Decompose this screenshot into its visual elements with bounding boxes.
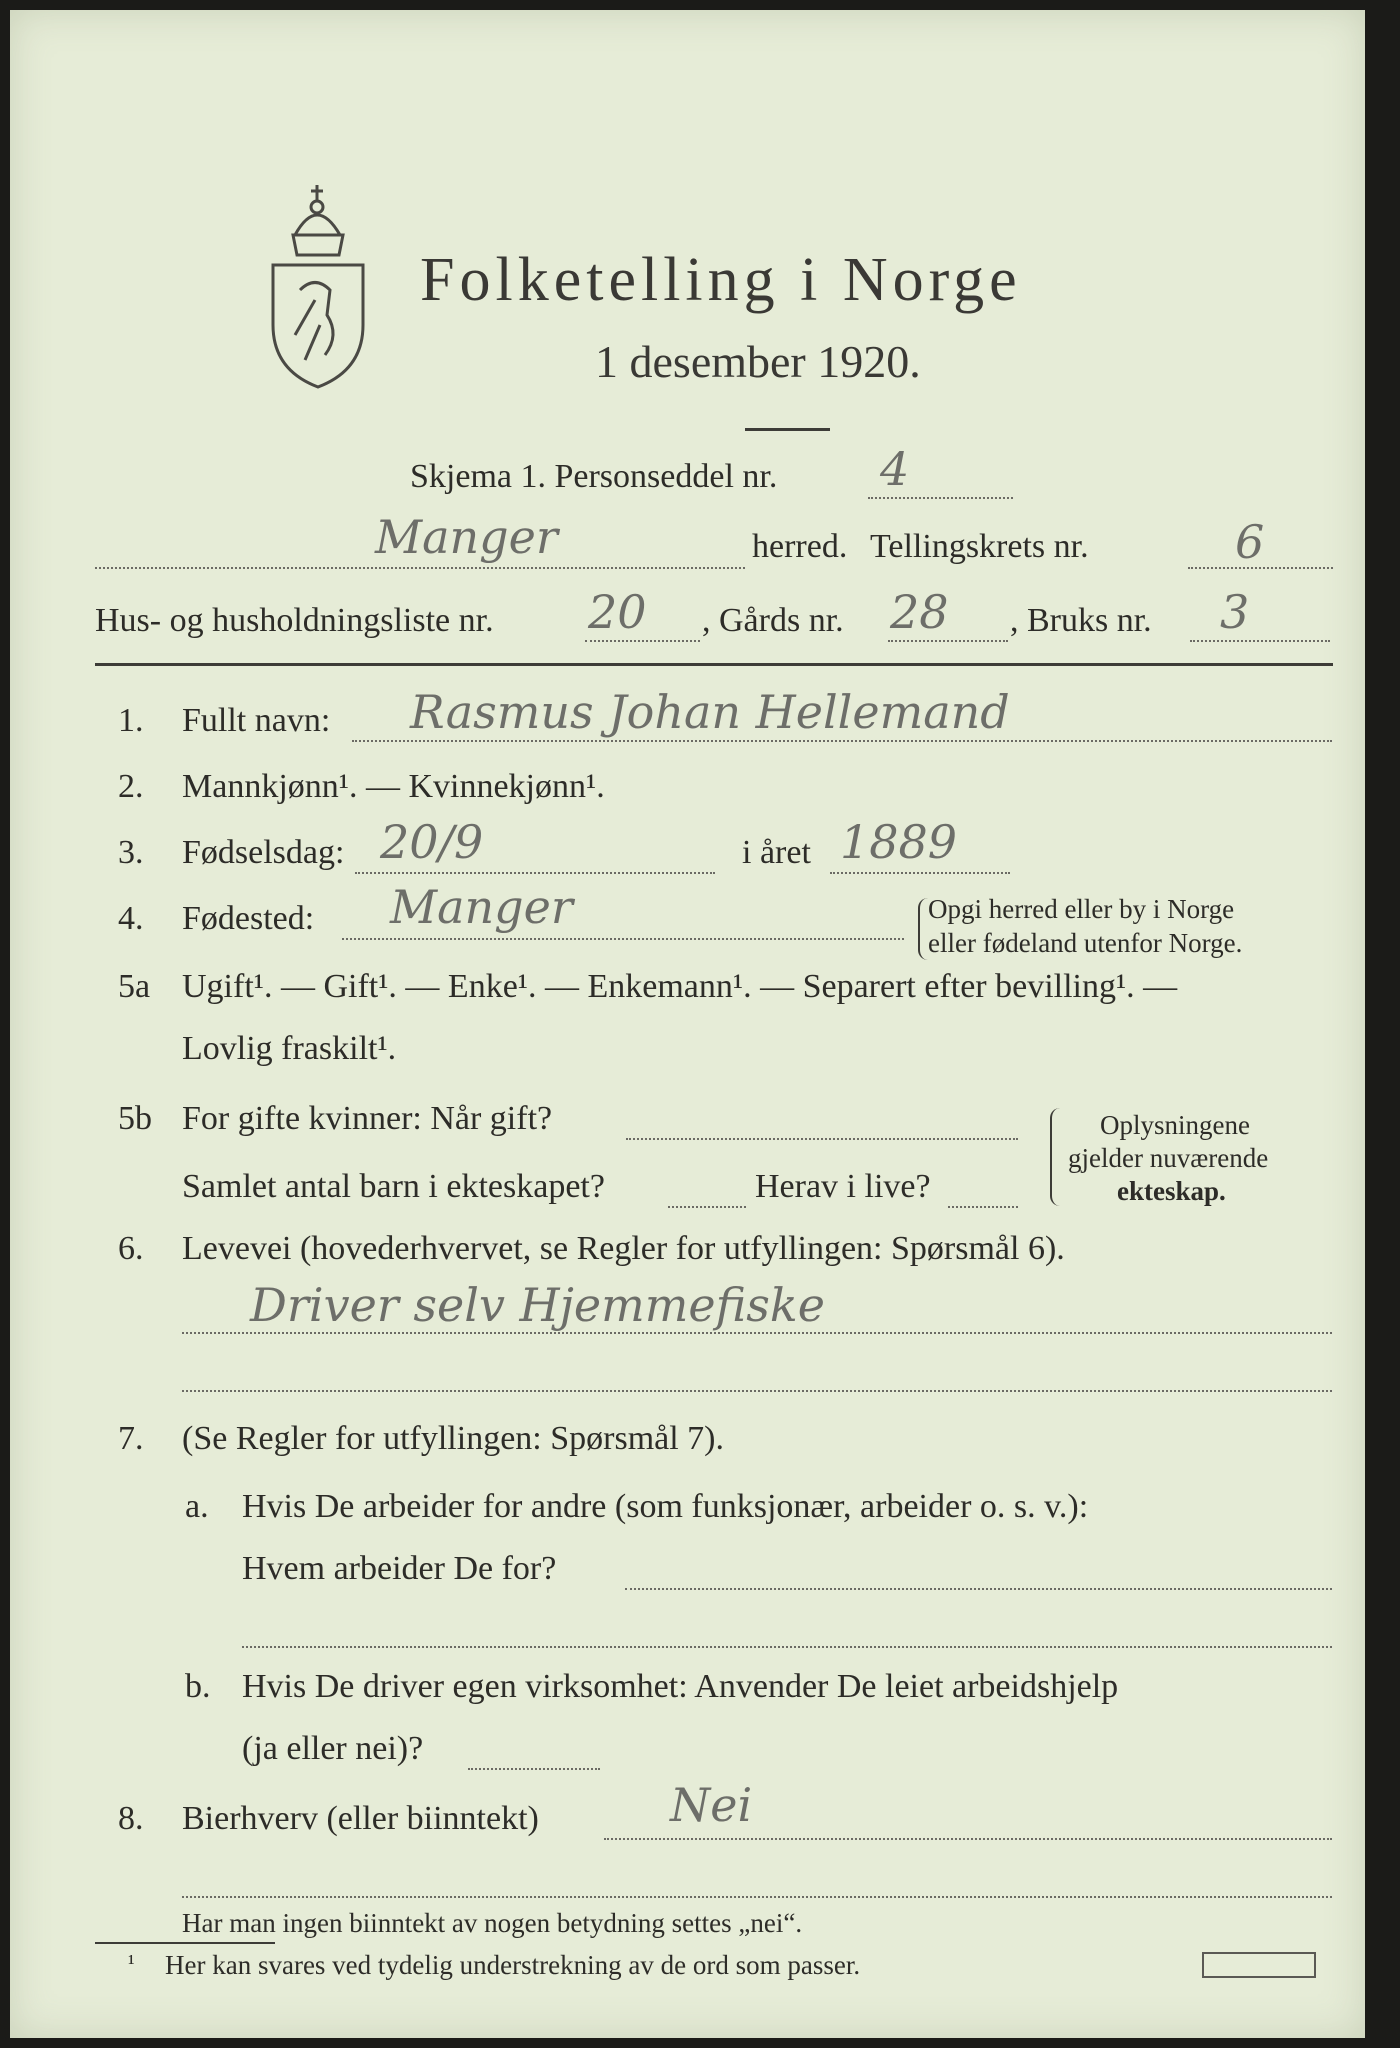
hired-help-label: (ja eller nei)? (242, 1730, 424, 1767)
gards-nr[interactable]: 28 (890, 585, 949, 639)
tellingskrets-label: Tellingskrets nr. (870, 528, 1089, 565)
occupation-label: Levevei (hovederhvervet, se Regler for utfyllingen: Spørsmål 6). (182, 1230, 1065, 1267)
field-7-label: (Se Regler for utfyllingen: Spørsmål 7). (182, 1420, 725, 1457)
personseddel-nr[interactable]: 4 (880, 442, 910, 496)
skjema-label: Skjema 1. Personseddel nr. (410, 458, 778, 495)
bruks-nr[interactable]: 3 (1220, 585, 1250, 639)
field-1-label: Fullt navn: (182, 702, 331, 739)
children-alive-line (948, 1206, 1018, 1208)
employer-label: Hvem arbeider De for? (242, 1550, 557, 1587)
field-1-number: 1. (118, 702, 144, 739)
gards-label: , Gårds nr. (702, 602, 844, 639)
children-total-line (668, 1206, 746, 1208)
footnote-mark: ¹ (128, 1950, 135, 1975)
herred-value[interactable]: Manger (375, 510, 558, 564)
field-7-number: 7. (118, 1420, 144, 1457)
field-3-label: Fødselsdag: (182, 834, 345, 871)
title-divider (745, 428, 830, 431)
full-name-line (352, 740, 1332, 742)
field-3-number: 3. (118, 834, 144, 871)
form-title: Folketelling i Norge (420, 246, 1022, 314)
field-5b-number: 5b (118, 1100, 152, 1137)
printer-stamp (1202, 1952, 1316, 1978)
herred-label: herred. (752, 528, 848, 565)
side-income-value[interactable]: Nei (670, 1778, 753, 1832)
census-form-page (10, 10, 1365, 2038)
birthday-value[interactable]: 20/9 (380, 815, 484, 869)
birth-year-line (830, 872, 1010, 874)
employer-line-2[interactable] (242, 1646, 1332, 1648)
children-alive-label: Herav i live? (755, 1168, 931, 1205)
hired-help-line[interactable] (468, 1768, 600, 1770)
occupation-value[interactable]: Driver selv Hjemmefiske (250, 1278, 825, 1332)
census-date: 1 desember 1920. (595, 336, 921, 387)
field-7b-letter: b. (185, 1668, 211, 1705)
birthplace-value[interactable]: Manger (390, 880, 573, 934)
field-7a-label: Hvis De arbeider for andre (som funksjonær, arbeider o. s. v.): (242, 1488, 1089, 1525)
footnote-text: Her kan svares ved tydelig understrekning av de ord som passer. (165, 1950, 861, 1980)
when-married-line (626, 1138, 1018, 1140)
field-6-number: 6. (118, 1230, 144, 1267)
gards-line (888, 640, 1008, 642)
marital-status-options-2[interactable]: Lovlig fraskilt¹. (182, 1030, 397, 1067)
field-8-number: 8. (118, 1800, 144, 1837)
field-7a-letter: a. (185, 1488, 209, 1525)
birthplace-note-1: Opgi herred eller by i Norge (928, 894, 1235, 924)
marriage-note-1: Oplysningene (1100, 1110, 1250, 1140)
occupation-line-1 (182, 1332, 1332, 1334)
hus-label: Hus- og husholdningsliste nr. (95, 602, 494, 639)
birthplace-line (342, 938, 904, 940)
coat-of-arms-icon (255, 175, 380, 390)
field-2-number: 2. (118, 768, 144, 805)
birth-year-value[interactable]: 1889 (840, 815, 958, 869)
gender-options[interactable]: Mannkjønn¹. — Kvinnekjønn¹. (182, 768, 605, 805)
header-divider (95, 663, 1333, 666)
hus-nr[interactable]: 20 (588, 585, 647, 639)
field-4-number: 4. (118, 900, 144, 937)
marriage-note-3: ekteskap. (1117, 1176, 1226, 1206)
birthplace-note-2: eller fødeland utenfor Norge. (928, 928, 1243, 958)
birth-year-label: i året (742, 834, 811, 871)
children-total-label: Samlet antal barn i ekteskapet? (182, 1168, 605, 1205)
footnote-divider (95, 1942, 275, 1944)
occupation-line-2 (182, 1390, 1332, 1392)
tellingskrets-nr[interactable]: 6 (1235, 515, 1265, 569)
personseddel-line (868, 497, 1013, 499)
marriage-note-brace (1050, 1108, 1062, 1206)
bruks-line (1190, 640, 1330, 642)
field-4-label: Fødested: (182, 900, 315, 937)
herred-line (95, 567, 745, 569)
birthplace-brace (918, 898, 928, 960)
bruks-label: , Bruks nr. (1010, 602, 1152, 639)
side-income-label: Bierhverv (eller biinntekt) (182, 1800, 539, 1837)
employer-line-1[interactable] (625, 1588, 1332, 1590)
when-married-label: For gifte kvinner: Når gift? (182, 1100, 553, 1137)
side-income-line-2 (182, 1896, 1332, 1898)
marital-status-options[interactable]: Ugift¹. — Gift¹. — Enke¹. — Enkemann¹. — Separert efter bevilling¹. — (182, 968, 1178, 1005)
full-name-value[interactable]: Rasmus Johan Hellemand (410, 685, 1010, 739)
side-income-line (604, 1838, 1332, 1840)
birthday-line (355, 872, 715, 874)
field-7b-label: Hvis De driver egen virksomhet: Anvender De leiet arbeidshjelp (242, 1668, 1119, 1705)
no-income-note: Har man ingen biinntekt av nogen betydning settes „nei“. (182, 1908, 803, 1938)
hus-line (585, 640, 700, 642)
marriage-note-2: gjelder nuværende (1068, 1143, 1269, 1173)
field-5a-number: 5a (118, 968, 151, 1005)
